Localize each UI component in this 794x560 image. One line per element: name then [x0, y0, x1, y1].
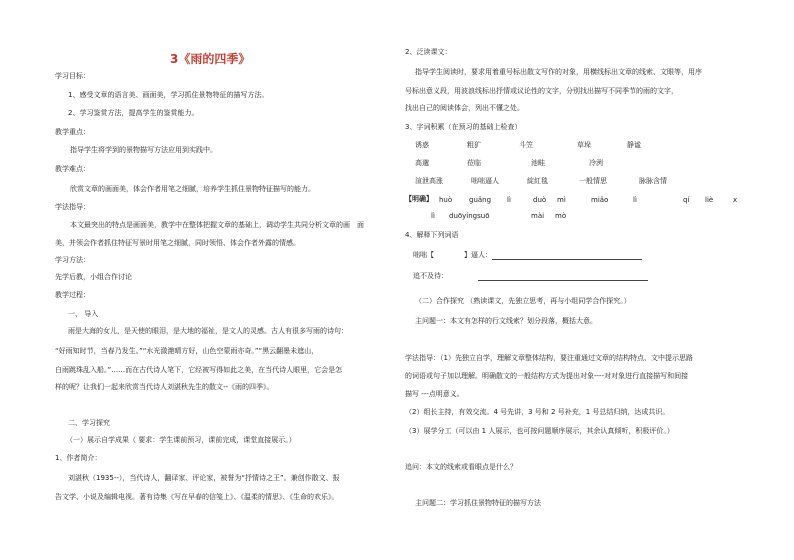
difficulty-heading: 教学难点：	[55, 165, 90, 173]
vocab-word: 冷洌	[589, 159, 603, 167]
pinyin-item: lì	[507, 196, 511, 204]
coop-heading: （二）合作探究 （熟读课文，先独立思考，再与小组同学合作探究。）	[415, 297, 631, 305]
vocab-word: 粗犷	[467, 141, 481, 149]
vocab-word: 渲泄高涨	[415, 177, 443, 185]
method-line-2: 的词语或句子加以理解。明确散文的一般结构方式为提出对象----对对象进行直接描写和间接	[405, 372, 689, 380]
right-column	[397, 0, 794, 560]
vocab-word: 脉脉含情	[639, 177, 667, 185]
author-heading: 1、作者简介：	[55, 454, 102, 462]
method-text: 先学后教，小组合作讨论	[55, 273, 132, 281]
explain-item-1-mid: 】逼人：	[464, 251, 492, 259]
method-heading: 学习方法：	[55, 256, 90, 264]
pinyin-item: lì	[633, 196, 637, 204]
pinyin-item: mì	[557, 196, 566, 204]
answer-blank[interactable]	[478, 273, 648, 281]
process-heading: 教学过程：	[55, 291, 90, 299]
explain-item-2	[413, 272, 648, 281]
key-text: 指导学生将学到的景物描写方法应用到实践中。	[70, 146, 217, 154]
show-results-line: （一）展示自学成果（ 要求：学生课前预习，课前完成，课堂直接展示。）	[66, 436, 296, 444]
objective-2: 2、学习鉴赏方法，提高学生的鉴赏能力。	[68, 109, 199, 117]
pinyin-item: lì	[431, 212, 435, 220]
intro-line-1: 雨是大海的女儿，是天使的眼泪，是大地的福祉，是文人的灵感。古人有很多写雨的诗句：	[68, 327, 348, 335]
vocab-heading: 3、字词积累（在预习的基础上检查）	[405, 123, 522, 131]
vocab-word: 静谧	[627, 141, 641, 149]
method-line-3: 描写 ---点明意义。	[405, 390, 464, 398]
intro-line-4: 样的呢？让我们一起来欣赏当代诗人刘湛秋先生的散文--《雨的四季》。	[55, 383, 274, 391]
objectives-heading: 学习目标：	[55, 72, 90, 80]
followup-question: 追问：本文的线索或看眼点是什么？	[405, 463, 517, 471]
objective-1: 1、感受文章的语言美、画面美，学习抓住景物特征的描写方法。	[68, 91, 269, 99]
pinyin-item: mò	[555, 212, 567, 220]
explain-item-1	[413, 251, 642, 260]
pinyin-item: duōyíngsuō	[449, 212, 490, 220]
key-heading: 教学重点：	[55, 128, 90, 136]
guidance-line-2: 美，并领会作者抓住特征写景时用笔之细腻，同时领悟、体会作者外露的情感。	[55, 239, 300, 247]
question-2: 主问题二：学习抓住景物特征的描写方法	[415, 499, 541, 507]
vocab-word: 莅临	[467, 159, 481, 167]
page-title: 3《雨的四季》	[170, 52, 251, 66]
vocab-word: 綻紅毯	[527, 177, 548, 185]
pinyin-item: qí	[683, 196, 690, 204]
vocab-word: 草垛	[577, 141, 591, 149]
method-line-4: （2）组长主持，有效交流。4 号先讲，3 号和 2 号补充，1 号总结归纳，达成共识。	[405, 408, 670, 416]
pinyin-item: miǎo	[591, 196, 609, 204]
vocab-word: 咄咄逼人	[471, 177, 499, 185]
pinyin-item: guǎng	[469, 196, 492, 204]
pinyin-item: mài	[531, 212, 545, 220]
vocab-word: 斗笠	[519, 141, 533, 149]
author-line-2: 告文学、小说及编辑电视。著有诗集《写在早春的信笺上》、《温柔的情思》、《生命的欢乐》。	[55, 493, 339, 501]
pinyin-item: x	[733, 196, 738, 204]
intro-line-3: 白雨跳珠乱入船。”……而在古代诗人笔下，它经被写得如此之美，在当代诗人眼里，它会是怎	[55, 366, 343, 374]
pinyin-item: huò	[439, 196, 453, 204]
explain-item-1-label: 咄咄【	[413, 251, 434, 259]
vocab-word: 一般情思	[579, 177, 607, 185]
pinyin-label: 【明确】	[405, 195, 433, 203]
read-line-1: 指导学生阅读时，要求用着重号标出散文写作的对象，用横线标出文章的线索、文眼等，用序	[415, 68, 702, 76]
read-line-2: 号标出意义段，用波浪线标出抒情或议论性的文字，分别找出描写不同季节的雨的文字，	[405, 87, 678, 95]
answer-blank[interactable]	[492, 252, 642, 260]
intro-line-2: “好雨知时节，当春乃发生。”“水光潋滟晴方好，山色空蒙雨亦奇。”“黑云翻墨未遮山，	[55, 347, 319, 355]
question-1: 主问题一：本文有怎样的行文线索？划分段落，概括大意。	[415, 317, 597, 325]
pinyin-item: liè	[705, 196, 714, 204]
author-line-1: 刘湛秋（1935--），当代诗人，翻译家、评论家，被誉为“抒情诗之王”。兼创作散文、报	[68, 474, 340, 482]
step-2-heading: 二、学习探究	[68, 419, 110, 427]
difficulty-text: 欣赏文章的画面美，体会作者用笔之细腻，培养学生抓住景物特征描写的能力。	[70, 185, 315, 193]
step-1-heading: 一、 导入	[68, 310, 99, 318]
method-line-5: （3）展学分工（可以由 1 人展示，也可按问题顺序展示，其余认真倾听，积极评价。）	[405, 427, 674, 435]
vocab-word: 诱惑	[415, 141, 429, 149]
guidance-heading: 学法指导：	[55, 203, 90, 211]
guidance-line-1: 本文最突出的特点是画面美，教学中在整体把握文章的基础上，调动学生共同分析文章的画 面	[70, 221, 364, 229]
read-line-3: 找出自己的阅读体会，列出不懂之处。	[405, 104, 524, 112]
method-line-1: 学法指导：（1）先独立自学，理解文章整体结构，要注重通过文章的结构特点、文中提示思路	[405, 354, 693, 362]
vocab-word: 池畦	[531, 159, 545, 167]
explain-heading: 4、解释下列词语	[405, 231, 459, 239]
vocab-word: 高邈	[415, 159, 429, 167]
pinyin-item: duò	[533, 196, 547, 204]
explain-item-2-label: 追不及待：	[413, 272, 448, 280]
read-heading: 2、泛读课文：	[405, 48, 452, 56]
